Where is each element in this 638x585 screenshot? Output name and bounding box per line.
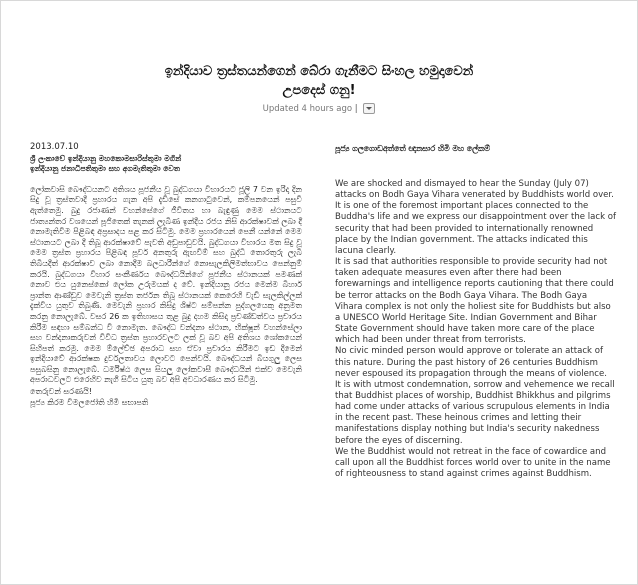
english-letter bbox=[335, 144, 617, 480]
english-paragraph: It is with utmost condemnation, sorrow and vehemence we recall that Buddhist places of worship, Buddhist Bhikkhus and pilgrims had come under attacks of various scrupulous elements in India in the recent past. These heinous crimes and letting their manifestations display nothing but India's security nakedness before the eyes of discerning. bbox=[335, 379, 615, 446]
english-paragraph: No civic minded person would approve or tolerate an attack of this nature. During the past history of 26 centuries Buddhism never espoused its propagation through the means of violence. bbox=[335, 346, 607, 379]
updated-separator: | bbox=[354, 104, 358, 114]
updated-timestamp: Updated 4 hours ago bbox=[262, 104, 353, 114]
english-letter-body bbox=[335, 179, 617, 480]
english-paragraph: We are shocked and dismayed to hear the Sunday (July 07) attacks on Bodh Gaya Vihara venerated by Buddhists world over. It is one of the foremost important places connected to the Buddha's life and we express our disappointment over the lack of security that had been provided to internationally renowned place by the Indian government. The attacks indicated this lacuna clearly. bbox=[335, 179, 616, 256]
english-paragraph: We the Buddhist would not retreat in the face of cowardice and call upon all the Buddhist forces world over to unite in the name of righteousness to stand against crimes against Buddhism. bbox=[335, 446, 611, 480]
letter-closing: තෙරුවන් සරණයි! bbox=[30, 387, 92, 397]
sinhala-letter-body: ලෝකවාසි බෞද්ධයනට අතිශය පූජනීය වූ බුද්ධගයා විහාරයට ජූලි 7 වන ඉරිදා දින සිදු වූ ත්‍රස්තවාදී ප්‍රහාරය ගැන අපි දැඩිසේ කනගාටුවෙන්, කම්පනයෙන් පසුවී ඇත්තෙමු. බුදු රජාණන් වහන්සේගේ ජීවිතය හා බැඳුණු මෙම ස්ථානයට ජාත්‍යන්තර වශයෙන් පූජිතෙක් තැනක් ලැබිණ ඉන්දීය රජය නිසි ආරක්ෂාවක් ලබා දී නොමැතිවීම පිළිබඳ අප්‍රසාදය පළ කර සිටිමු. මෙම ප්‍රහාරයෙන් පෙනී යන්නේ මෙම ස්ථානයට ලබා දී තිබූ ආරක්ෂාවේ පැවති අඩුපාඩුවයි. බුද්ධගයා විහාරය මත සිදු වූ මෙම ත්‍රස්ත ප්‍රහාරය පිළිබඳ පූර්ව අනතුරු ඇඟවීම් සහ බුද්ධි තොරතුරු ලැබී තිබියදීත් ආරක්ෂාව ලබා නොදීම බලධාරීන්ගේ නොසැලකිලිමත්භාවය පෙන්නුම් කරයි. බුද්ධගයා විහාර සංකීර්ණය බෞද්ධයින්ගේ පූජනීය ස්ථානයක් පමණක් නොව එය යුනෙස්කෝ ලෝක උරුමයක් ද වේ. ඉන්දියානු රජය මෙන්ම බිහාර් ප්‍රාන්ත ආණ්ඩුව මෙවැනි ත්‍රස්ත තර්ජන තිබූ ස්ථානයක් කෙරෙහි වැඩි සැලකිල්ලක් දැක්විය යුතුව තිබුණි. මෙවැනි ප්‍රහාර කිසිදු ශිෂ්ට සම්පන්න පුද්ගලයෙකු අනුමත කරනු නොලැබේ. වසර 26 ක ඉතිහාසය තුළ බුදු දහම කිසිදා ප්‍රචණ්ඩත්වය ප්‍රචාරය කිරීම සඳහා සම්බන්ධ වී නොමැත. බෞද්ධ වන්දනා ස්ථාන, භික්ෂූන් වහන්සේලා සහ වන්දනාකරුවන් විවිධ ත්‍රස්ත ප්‍රහාරවලට ලක් වූ බව අපි අතිශය ශෝකයෙන් සිහිපත් කරමු. මෙම ම්ලේච්ඡ අපරාධ සහ ඒවා ප්‍රචාරය කිරීමට ඉඩ දීමෙන් ඉන්දියාවේ ආරක්ෂක දුර්වලතාවය ලොවට පෙන්වයි. බෞද්ධයන් බියගුලු ලෙස පසුබසිනු නොලැබේ. ධර්මිෂ්ඨ ලෙස සියලු ලෝකවාසී බෞද්ධයින් එක්ව මෙවැනි අපරාධවලට එරෙහිව නැගී සිටිය යුතු බව අපි අවධාරණය කර සිටිමු. bbox=[30, 184, 302, 385]
english-letter-signatory: පූජ්‍ය ගලගොඩඅත්තේ ඥානසාර හිමි මහ ලේකම් bbox=[335, 144, 490, 153]
english-paragraph: It is sad that authorities responsible to provide security had not taken adequate measures even after there had been forewarnings and intelligence reports cautioning that there could be terror attacks on the Bodh Gaya Vihara. The Bodh Gaya Vihara complex is not only the holiest site for Buddhists but also a UNESCO World Heritage Site. Indian Government and Bihar State Government should have taken more care of the place which had been under threat from terrorists. bbox=[335, 257, 614, 346]
letter-recipient-line-1: ශ්‍රී ලංකාවේ ඉන්දියානු මහකොමසාරිස්තුමා මගින් bbox=[30, 153, 182, 163]
article-header bbox=[0, 62, 638, 115]
updated-row bbox=[0, 103, 638, 115]
letter-date: 2013.07.10 bbox=[30, 142, 79, 152]
letter-signature: පූජ්‍ය කිරම විමලජෝති හිමි සභාපති bbox=[30, 397, 149, 407]
sinhala-letter bbox=[30, 142, 302, 408]
article-title-line-1: ඉන්දියාව ත්‍රස්තයන්ගෙන් බේරා ගැනීමට සිංහල හමුදාවෙන් bbox=[164, 64, 474, 79]
article-title-line-2: උපදෙස් ගනු! bbox=[282, 83, 356, 98]
share-dropdown-icon[interactable] bbox=[363, 103, 375, 114]
letter-recipient-line-2: ඉන්දියානු ජනාධිපතිතුමා සහ අගමැතිතුමා වෙත bbox=[30, 164, 181, 174]
